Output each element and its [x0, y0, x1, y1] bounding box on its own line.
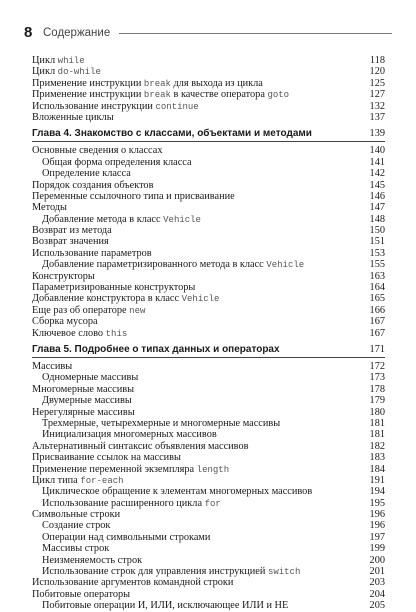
entry-text: Определение класса — [42, 168, 131, 180]
page-header — [24, 24, 392, 42]
entry-text: Применение инструкции — [32, 77, 144, 89]
toc-entry-page-number: 179 — [369, 395, 385, 407]
entry-text: Нерегулярные массивы — [32, 406, 135, 418]
entry-text: Побитовые операции И, ИЛИ, исключающее ИЛИ и НЕ — [42, 600, 289, 612]
toc-group — [32, 343, 385, 612]
toc-entry — [32, 566, 385, 577]
toc-entry-title — [32, 441, 363, 452]
toc-entry-page-number: 166 — [369, 304, 385, 316]
chapter-page-number: 139 — [369, 128, 385, 140]
toc-entry-page-number: 150 — [369, 225, 385, 237]
code-keyword: break — [143, 78, 171, 89]
toc-entry — [32, 214, 385, 225]
entry-text: Массивы — [32, 360, 73, 372]
toc-entry — [32, 555, 385, 566]
entry-text: Возврат значения — [32, 236, 109, 248]
entry-text: Добавление конструктора в класс — [32, 293, 182, 305]
entry-text: Основные сведения о классах — [32, 145, 163, 157]
toc-entry-title — [32, 486, 363, 497]
toc-entry — [32, 236, 385, 247]
toc-entry-page-number: 127 — [369, 89, 385, 101]
toc-entry — [32, 509, 385, 520]
toc-entry — [32, 180, 385, 191]
toc-entry — [32, 418, 385, 429]
entry-text: Цикл — [32, 66, 58, 78]
toc-entry — [32, 464, 385, 475]
toc-entry-page-number: 145 — [369, 179, 385, 191]
entry-text: Использование строк для управления инструкцией — [42, 566, 268, 578]
entry-text: Добавление параметризированного метода в класс — [42, 259, 267, 271]
toc-entry-title — [32, 271, 363, 282]
toc-entry-title — [32, 395, 363, 406]
entry-text: Общая форма определения класса — [42, 156, 192, 168]
toc-entry — [32, 600, 385, 611]
code-keyword: continue — [155, 101, 199, 112]
code-keyword: do-while — [57, 67, 101, 78]
toc-entry-title — [32, 543, 363, 554]
toc-entry-page-number: 132 — [369, 100, 385, 112]
toc-entry-page-number: 184 — [369, 463, 385, 475]
code-keyword: while — [57, 56, 85, 66]
toc-entry — [32, 372, 385, 383]
toc-entry-title — [32, 600, 363, 611]
toc-entry-page-number: 146 — [369, 190, 385, 202]
toc-entry-page-number: 180 — [369, 406, 385, 418]
entry-text: Одномерные массивы — [42, 372, 139, 384]
entry-text: Ключевое слово — [32, 327, 106, 339]
toc-entry — [32, 429, 385, 440]
entry-text: Переменные ссылочного типа и присваивание — [32, 190, 235, 202]
entry-text: Массивы строк — [42, 543, 110, 555]
toc-entry-title — [32, 145, 363, 156]
toc-entry — [32, 441, 385, 452]
chapter-title: Глава 4. Знакомство с классами, объектами и методами — [32, 128, 312, 140]
toc-entry-page-number: 125 — [369, 77, 385, 89]
toc-entry-page-number: 203 — [369, 577, 385, 589]
toc-entry — [32, 305, 385, 316]
entry-text: Добавление метода в класс — [42, 213, 164, 225]
toc-entry-page-number: 118 — [369, 55, 385, 66]
toc-entry-title — [32, 577, 363, 588]
toc-entry-page-number: 204 — [369, 588, 385, 600]
toc-entry-page-number: 200 — [369, 554, 385, 566]
toc-entry — [32, 202, 385, 213]
entry-text: Неизменяемость строк — [42, 554, 143, 566]
entry-text: Побитовые операторы — [32, 588, 131, 600]
toc-entry — [32, 486, 385, 497]
toc-entry — [32, 384, 385, 395]
toc-entry — [32, 407, 385, 418]
toc-entry — [32, 191, 385, 202]
toc-entry-title — [32, 555, 363, 566]
toc-entry — [32, 271, 385, 282]
entry-text: Сборка мусора — [32, 316, 98, 328]
code-keyword: switch — [267, 567, 301, 578]
toc-entry-page-number: 205 — [369, 600, 385, 612]
entry-text: Применение переменной экземпляра — [32, 463, 197, 475]
toc-entry-page-number: 151 — [369, 236, 385, 248]
entry-text: Использование параметров — [32, 247, 152, 259]
entry-text: Двумерные массивы — [42, 395, 132, 407]
toc-entry-title — [32, 248, 363, 259]
entry-text: Конструкторы — [32, 270, 95, 282]
entry-text: Параметризированные конструкторы — [32, 282, 196, 294]
toc-entry — [32, 328, 385, 339]
toc-entry-page-number: 165 — [369, 293, 385, 305]
toc-entry-title — [32, 509, 363, 520]
toc-entry — [32, 225, 385, 236]
toc-entry-title — [32, 168, 363, 179]
toc-entry — [32, 316, 385, 327]
entry-text: Циклическое обращение к элементам многомерных массивов — [42, 486, 313, 498]
entry-text: Использование аргументов командной строки — [32, 577, 234, 589]
toc-entry-title — [32, 418, 363, 429]
toc-group — [32, 127, 385, 339]
toc-entry — [32, 532, 385, 543]
toc-entry-page-number: 181 — [369, 429, 385, 441]
toc-entry-title — [32, 452, 363, 463]
entry-text: Символьные строки — [32, 509, 121, 521]
toc-entry-page-number: 167 — [369, 316, 385, 328]
toc-entry-page-number: 172 — [369, 360, 385, 372]
entry-text: Цикл — [32, 55, 58, 66]
toc-entry-title — [32, 372, 363, 383]
toc-entry — [32, 293, 385, 304]
toc-entry-page-number: 155 — [369, 259, 385, 271]
toc-entry — [32, 168, 385, 179]
toc-entry-title — [32, 520, 363, 531]
toc-entry — [32, 498, 385, 509]
toc-entry-title — [32, 282, 363, 293]
toc-entry — [32, 157, 385, 168]
entry-text: Создание строк — [42, 520, 111, 532]
toc-entry-page-number: 182 — [369, 440, 385, 452]
code-keyword: break — [143, 90, 171, 101]
entry-text: Инициализация многомерных массивов — [42, 429, 217, 441]
toc-entry-page-number: 163 — [369, 270, 385, 282]
toc-entry — [32, 78, 385, 89]
toc-entry-title — [32, 328, 363, 340]
chapter-page-number: 171 — [369, 343, 385, 355]
toc-entry-page-number: 181 — [369, 417, 385, 429]
table-of-contents — [32, 55, 385, 612]
toc-entry-page-number: 137 — [369, 111, 385, 123]
toc-entry-title — [32, 361, 363, 372]
code-keyword: Vehicle — [266, 260, 305, 271]
toc-entry — [32, 589, 385, 600]
toc-entry — [32, 452, 385, 463]
entry-text: в качестве оператора — [170, 89, 268, 101]
toc-entry — [32, 282, 385, 293]
toc-entry-title — [32, 407, 363, 418]
code-keyword: for-each — [80, 475, 124, 486]
toc-entry-page-number: 153 — [369, 247, 385, 259]
toc-entry — [32, 259, 385, 270]
toc-entry — [32, 248, 385, 259]
header-rule — [119, 33, 392, 34]
code-keyword: goto — [267, 90, 290, 101]
toc-group — [32, 55, 385, 123]
entry-text: Операции над символьными строками — [42, 531, 211, 543]
toc-entry — [32, 145, 385, 156]
entry-text: Альтернативный синтаксис объявления массивов — [32, 440, 249, 452]
toc-entry — [32, 520, 385, 531]
toc-entry-page-number: 196 — [369, 509, 385, 521]
toc-entry-page-number: 183 — [369, 452, 385, 464]
toc-entry-title — [32, 180, 363, 191]
toc-entry-page-number: 197 — [369, 531, 385, 543]
toc-entry-page-number: 141 — [369, 156, 385, 168]
code-keyword: Vehicle — [181, 294, 220, 305]
chapter-heading — [32, 343, 385, 358]
toc-entry-page-number: 178 — [369, 383, 385, 395]
entry-text: Цикл типа — [32, 474, 81, 486]
toc-entry-title — [32, 225, 363, 236]
toc-entry — [32, 577, 385, 588]
toc-entry-page-number: 201 — [369, 566, 385, 578]
toc-entry-title — [32, 589, 363, 600]
entry-text: Многомерные массивы — [32, 383, 134, 395]
toc-entry-page-number: 142 — [369, 168, 385, 180]
entry-text: Применение инструкции — [32, 89, 144, 101]
entry-text: Трехмерные, четырехмерные и многомерные массивы — [42, 417, 281, 429]
toc-entry-page-number: 120 — [369, 66, 385, 78]
entry-text: Присваивание ссылок на массивы — [32, 452, 181, 464]
entry-text: для выхода из цикла — [170, 77, 263, 89]
toc-entry-page-number: 164 — [369, 282, 385, 294]
toc-entry-title — [32, 532, 363, 543]
entry-text: Возврат из метода — [32, 225, 112, 237]
toc-entry-page-number: 199 — [369, 543, 385, 555]
entry-text: Использование инструкции — [32, 100, 156, 112]
section-name: Содержание — [43, 27, 111, 39]
toc-entry-page-number: 194 — [369, 486, 385, 498]
toc-entry-title — [32, 112, 363, 123]
toc-entry-page-number: 173 — [369, 372, 385, 384]
toc-entry-title — [32, 191, 363, 202]
toc-entry-page-number: 140 — [369, 145, 385, 157]
toc-entry-title — [32, 316, 363, 327]
entry-text: Вложенные циклы — [32, 111, 114, 123]
toc-entry — [32, 112, 385, 123]
toc-entry — [32, 395, 385, 406]
toc-entry-title — [32, 157, 363, 168]
toc-entry-title — [32, 384, 363, 395]
entry-text: Еще раз об операторе — [32, 304, 130, 316]
toc-entry — [32, 543, 385, 554]
chapter-title: Глава 5. Подробнее о типах данных и операторах — [32, 343, 280, 355]
toc-entry-title — [32, 202, 363, 213]
code-keyword: for — [204, 498, 221, 509]
chapter-heading — [32, 127, 385, 142]
toc-entry-page-number: 196 — [369, 520, 385, 532]
toc-entry-title — [32, 236, 363, 247]
toc-entry-page-number: 147 — [369, 202, 385, 214]
toc-entry — [32, 89, 385, 100]
toc-entry — [32, 361, 385, 372]
entry-text: Методы — [32, 202, 67, 214]
code-keyword: Vehicle — [163, 214, 201, 225]
entry-text: Использование расширенного цикла — [42, 497, 205, 509]
entry-text: Порядок создания объектов — [32, 179, 154, 191]
toc-entry-page-number: 191 — [369, 474, 385, 486]
toc-entry-page-number: 148 — [369, 213, 385, 225]
toc-entry — [32, 55, 385, 66]
toc-entry-title — [32, 429, 363, 440]
page-number: 8 — [24, 24, 33, 41]
code-keyword: new — [129, 305, 146, 316]
toc-entry-page-number: 195 — [369, 497, 385, 509]
code-keyword: this — [105, 328, 128, 339]
toc-entry — [32, 101, 385, 112]
toc-entry — [32, 66, 385, 77]
toc-entry-page-number: 167 — [369, 327, 385, 339]
toc-entry — [32, 475, 385, 486]
code-keyword: length — [196, 464, 230, 475]
